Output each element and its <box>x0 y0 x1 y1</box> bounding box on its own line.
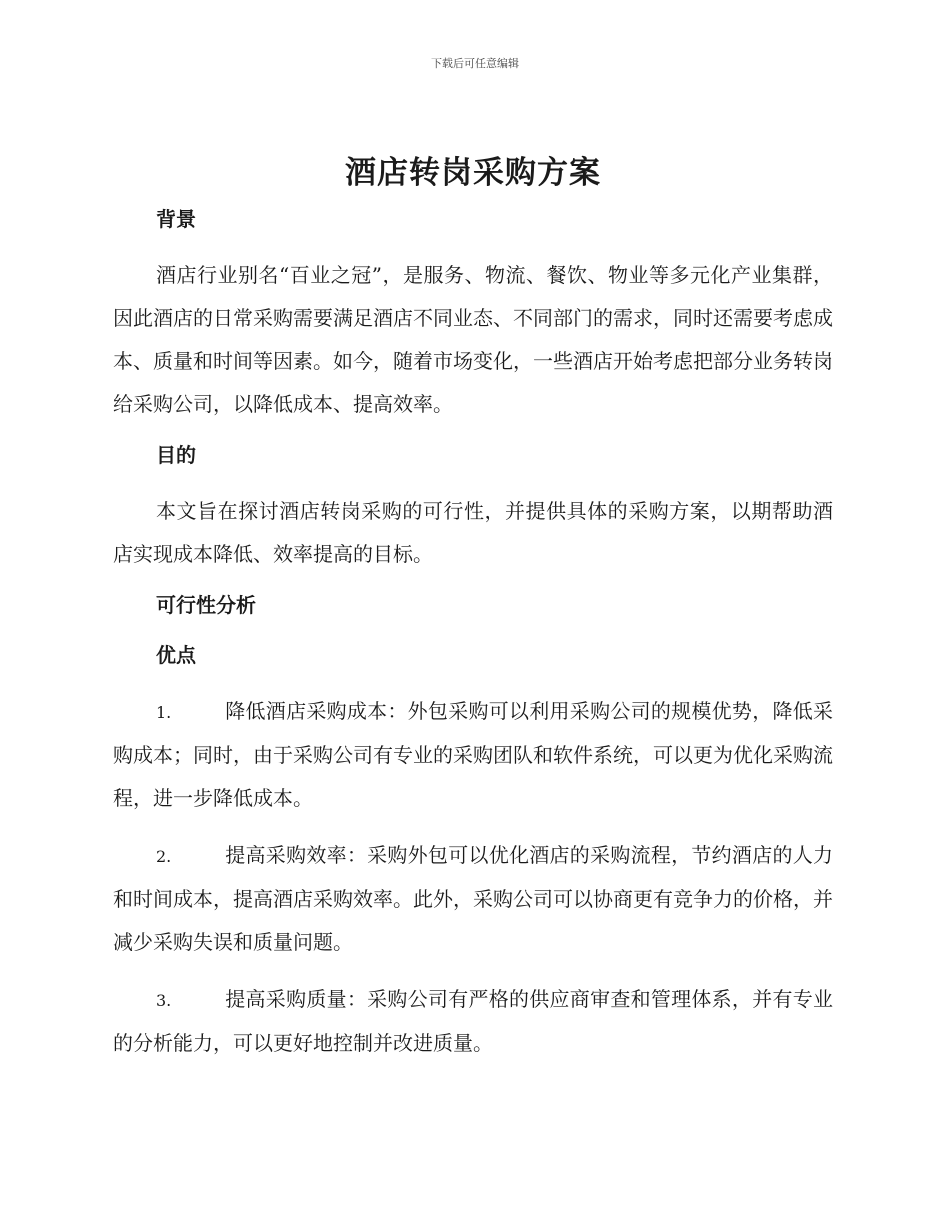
section-heading-purpose: 目的 <box>156 443 196 467</box>
list-item <box>113 834 833 964</box>
section-heading-feasibility: 可行性分析 <box>156 593 256 617</box>
document-title: 酒店转岗采购方案 <box>345 155 601 191</box>
page-header-note: 下载后可任意编辑 <box>431 57 519 70</box>
list-item-text: 提高采购质量：采购公司有严格的供应商审查和管理体系，并有专业的分析能力，可以更好地控制并改进质量。 <box>113 987 833 1055</box>
list-item <box>113 978 833 1065</box>
document-body <box>113 150 833 1079</box>
list-item-text: 提高采购效率：采购外包可以优化酒店的采购流程，节约酒店的人力和时间成本，提高酒店采购效率。此外，采购公司可以协商更有竞争力的价格，并减少采购失误和质量问题。 <box>113 843 833 954</box>
background-paragraph: 酒店行业别名“百业之冠”，是服务、物流、餐饮、物业等多元化产业集群，因此酒店的日常采购需要满足酒店不同业态、不同部门的需求，同时还需要考虑成本、质量和时间等因素。如今，随着市场变化，一些酒店开始考虑把部分业务转岗给采购公司，以降低成本、提高效率。 <box>113 263 833 416</box>
list-item-number: 1. <box>156 703 172 722</box>
list-item-number: 3. <box>156 991 172 1010</box>
list-item-number: 2. <box>156 847 172 866</box>
section-heading-background: 背景 <box>156 207 196 231</box>
list-item <box>113 690 833 820</box>
list-item-text: 降低酒店采购成本：外包采购可以利用采购公司的规模优势，降低采购成本；同时，由于采购公司有专业的采购团队和软件系统，可以更为优化采购流程，进一步降低成本。 <box>113 699 833 810</box>
purpose-paragraph: 本文旨在探讨酒店转岗采购的可行性，并提供具体的采购方案，以期帮助酒店实现成本降低、效率提高的目标。 <box>113 499 833 566</box>
subheading-advantages: 优点 <box>156 643 196 667</box>
